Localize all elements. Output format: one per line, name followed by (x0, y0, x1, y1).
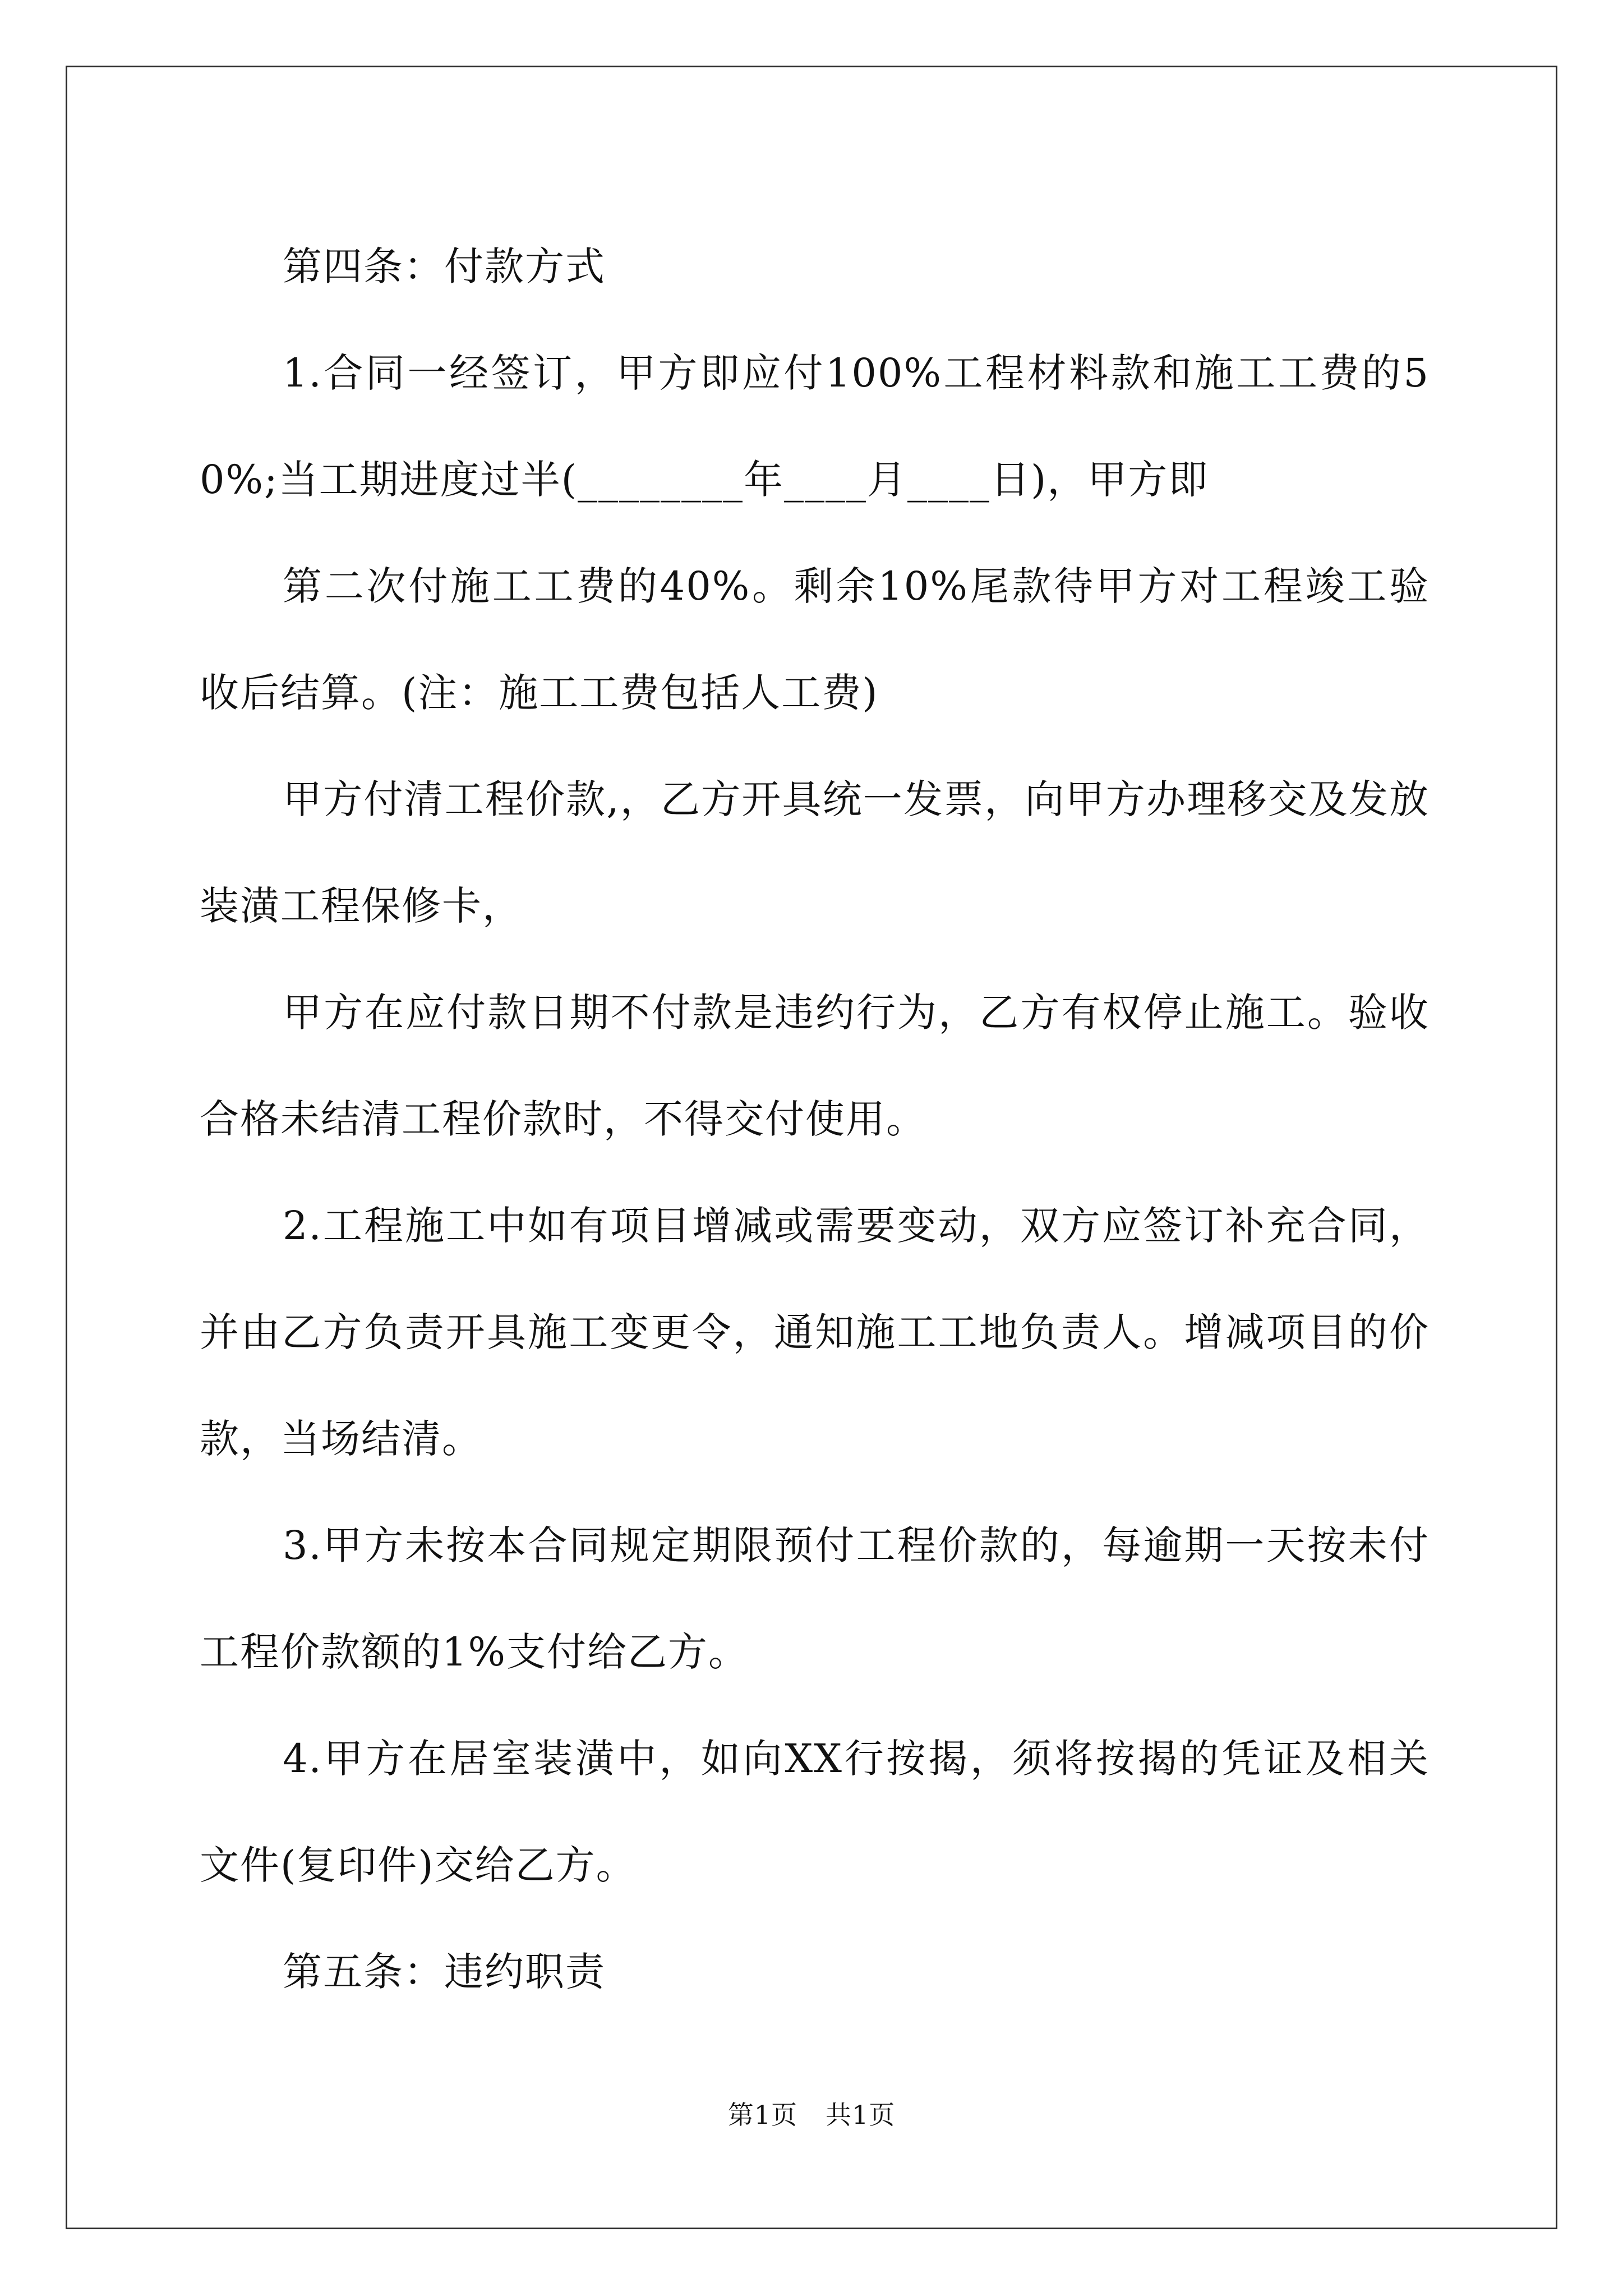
article-heading-5: 第五条：违约职责 (283, 1949, 606, 1995)
clause-paragraph: 第二次付施工工费的40%。剩余10%尾款待甲方对工程竣工验收后结算。(注：施工工费包括人工费) (200, 563, 1430, 716)
page-footer (0, 2098, 1623, 2132)
article-heading-4: 第四条：付款方式 (283, 243, 606, 289)
clause-paragraph: 4.甲方在居室装潢中，如向XX行按揭，须将按揭的凭证及相关文件(复印件)交给乙方。 (200, 1736, 1430, 1888)
document-body (200, 213, 1430, 2025)
page-number: 第1页 (727, 2100, 797, 2130)
clause-paragraph: 3.甲方未按本合同规定期限预付工程价款的，每逾期一天按未付工程价款额的1%支付给乙方。 (200, 1522, 1430, 1675)
clause-paragraph: 1.合同一经签订，甲方即应付100%工程材料款和施工工费的50%;当工期进度过半(________年____月____日)，甲方即 (200, 350, 1430, 503)
clause-paragraph: 甲方在应付款日期不付款是违约行为，乙方有权停止施工。验收合格未结清工程价款时，不得交付使用。 (200, 990, 1430, 1142)
clause-paragraph: 甲方付清工程价款,，乙方开具统一发票，向甲方办理移交及发放装潢工程保修卡， (200, 776, 1430, 929)
clause-paragraph: 2.工程施工中如有项目增减或需要变动，双方应签订补充合同，并由乙方负责开具施工变更令，通知施工工地负责人。增减项目的价款，当场结清。 (200, 1203, 1430, 1462)
page-total: 共1页 (826, 2100, 896, 2130)
